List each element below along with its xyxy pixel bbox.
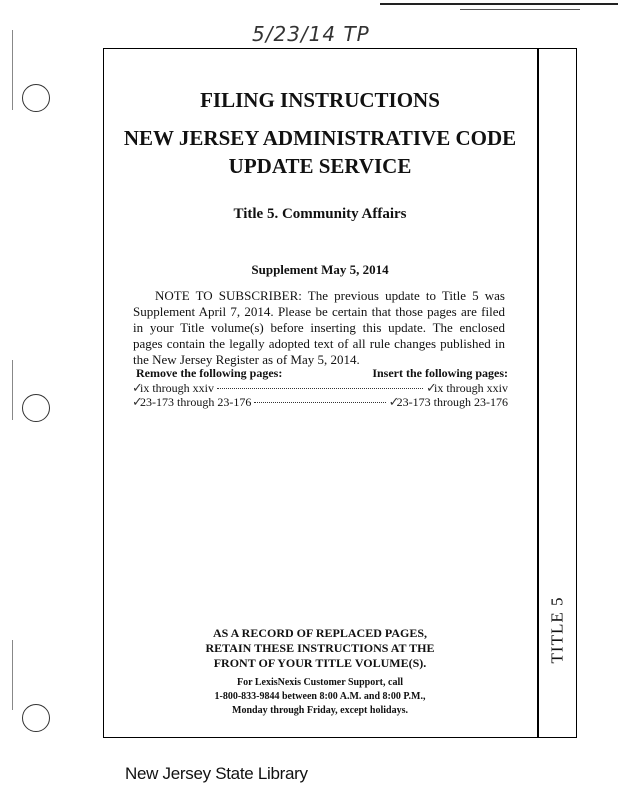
subscriber-note: NOTE TO SUBSCRIBER: The previous update to Title 5 was Supplement April 7, 2014. Please be certain that those pages are filed in your Title volume(s) before inserting this update. The enclosed pages contain the legally adopted text of all rule changes published in the New Jersey Register as of May 5, 2014. bbox=[133, 288, 505, 367]
margin-line bbox=[12, 360, 13, 420]
side-tab-label: TITLE 5 bbox=[547, 596, 567, 664]
table-row bbox=[132, 394, 508, 410]
library-footer: New Jersey State Library bbox=[125, 764, 308, 783]
checkmark-icon: ✓ bbox=[132, 394, 143, 409]
supplement-date: Supplement May 5, 2014 bbox=[251, 262, 389, 277]
side-tab bbox=[542, 565, 572, 695]
side-strip-divider bbox=[537, 48, 539, 738]
handwritten-date: 5/23/14 TP bbox=[252, 22, 370, 46]
record-line-2: RETAIN THESE INSTRUCTIONS AT THE bbox=[205, 641, 435, 655]
subtitle-line-2: UPDATE SERVICE bbox=[228, 154, 412, 178]
dot-leader bbox=[254, 402, 385, 403]
support-line-2: 1-800-833-9844 between 8:00 A.M. and 8:00 P.M., bbox=[214, 691, 426, 702]
margin-line bbox=[12, 30, 13, 110]
support-line-1: For LexisNexis Customer Support, call bbox=[236, 677, 403, 688]
remove-pages-value: 23-173 through 23-176 bbox=[140, 395, 252, 409]
record-line-1: AS A RECORD OF REPLACED PAGES, bbox=[212, 626, 428, 640]
checkmark-icon: ✓ bbox=[132, 380, 143, 395]
record-line-3: FRONT OF YOUR TITLE VOLUME(S). bbox=[213, 656, 427, 670]
remove-pages-header: Remove the following pages: bbox=[136, 366, 283, 380]
checkmark-icon: ✓ bbox=[426, 380, 437, 395]
remove-pages-value: ix through xxiv bbox=[140, 381, 214, 395]
checkmark-icon: ✓ bbox=[388, 394, 400, 409]
record-instructions bbox=[103, 626, 537, 671]
binder-hole bbox=[22, 704, 50, 732]
scan-top-rule-secondary bbox=[460, 9, 580, 10]
document-title: FILING INSTRUCTIONS bbox=[200, 88, 440, 112]
customer-support bbox=[103, 676, 537, 718]
dot-leader bbox=[217, 388, 423, 389]
document-subtitle bbox=[103, 124, 537, 180]
insert-pages-header: Insert the following pages: bbox=[372, 366, 508, 380]
support-line-3: Monday through Friday, except holidays. bbox=[232, 705, 408, 716]
title-name: Title 5. Community Affairs bbox=[233, 206, 407, 222]
binder-hole bbox=[22, 394, 50, 422]
margin-line bbox=[12, 640, 13, 710]
scan-top-rule bbox=[380, 3, 618, 5]
binder-hole bbox=[22, 84, 50, 112]
subtitle-line-1: NEW JERSEY ADMINISTRATIVE CODE bbox=[123, 126, 517, 150]
insert-pages-value: ix through xxiv bbox=[434, 381, 508, 395]
insert-pages-value: 23-173 through 23-176 bbox=[396, 395, 508, 409]
